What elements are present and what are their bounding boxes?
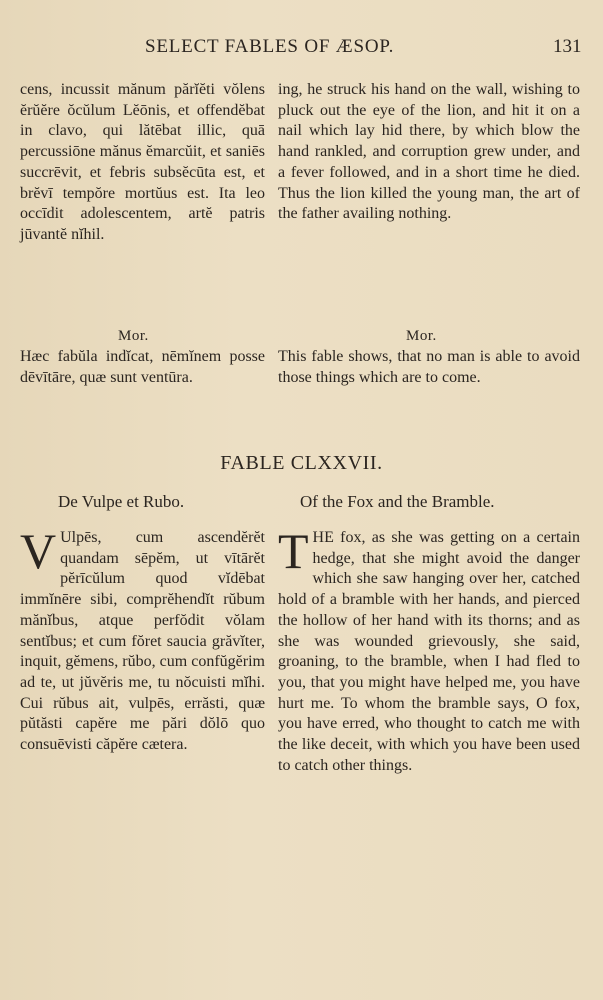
fable176-english-text bbox=[278, 80, 580, 225]
running-title: SELECT FABLES OF ÆSOP. bbox=[145, 36, 395, 57]
english-paragraph: ing, he struck his hand on the wall, wishing to pluck out the eye of the lion, and hit it on a nail which lay hid there, by which blow the hand rankled, and corruption grew under, and a fever followed, and in a short time he died. Thus the lion killed the young man, the art of the father availing nothing. bbox=[278, 81, 580, 223]
moral-english-text: This fable shows, that no man is able to avoid those things which are to come. bbox=[278, 348, 580, 386]
moral-label-latin: Mor. bbox=[118, 328, 149, 344]
moral-latin bbox=[20, 347, 265, 388]
english-dropcap: T bbox=[278, 523, 309, 579]
fable176-latin-text bbox=[20, 80, 265, 246]
fable177-english-text bbox=[278, 523, 580, 776]
latin-fable-paragraph: Ulpēs, cum ascendĕrĕt quandam sēpĕm, ut vītārĕt pĕrīcŭlum quod vĭdēbat immĭnēre sibi, comprĕhendĭt rŭbum mănĭbus, atque perfŏdit vŏlam sentĭbus; et cum fŏret saucia grăvĭter, inquit, gĕmens, rŭbo, cum confŭgĕrim ad te, ut jŭvĕris me, tu nŏcuisti mĭhi. Cui rŭbus ait, vulpēs, errăsti, quæ pŭtăsti capĕre me pări dŏlō quo consuēvisti căpĕre cætera. bbox=[20, 529, 265, 754]
latin-fable-title: De Vulpe et Rubo. bbox=[58, 492, 185, 511]
fable-heading: FABLE CLXXVII. bbox=[220, 452, 383, 474]
fable177-latin-text bbox=[20, 523, 265, 756]
page-number: 131 bbox=[553, 36, 582, 57]
english-fable-title: Of the Fox and the Bramble. bbox=[300, 492, 495, 511]
latin-dropcap: V bbox=[20, 523, 57, 579]
latin-paragraph: cens, incussit mănum părĭĕti vŏlens ĕrŭĕre ŏcŭlum Lĕōnis, et offendĕbat in clavo, qui lătēbat illic, quā percussiōne mănus ĕmarcŭit, et saniēs succrēvit, et febris subsĕcūta est, et brĕvī tempŏre mortŭus est. Ita leo occīdit adolescentem, artĕ patris jūvantĕ nĭhil. bbox=[20, 81, 265, 243]
page-header bbox=[0, 36, 603, 66]
moral-latin-text: Hæc fabŭla indĭcat, nēmĭnem posse dēvītāre, quæ sunt ventūra. bbox=[20, 348, 265, 386]
moral-label-english: Mor. bbox=[406, 328, 437, 344]
moral-english bbox=[278, 347, 580, 388]
english-fable-paragraph: HE fox, as she was getting on a certain hedge, that she might avoid the danger which she saw hanging over her, catched hold of a bramble with her hands, and pierced the hollow of her hand with its thorns; and as she was wounded grievously, she said, groaning, to the bramble, when I had fled to you, that you might have helped me, you have hurt me. To whom the bramble says, O fox, you have erred, who thought to catch me with the like deceit, with which you have been used to catch other things. bbox=[278, 529, 580, 774]
